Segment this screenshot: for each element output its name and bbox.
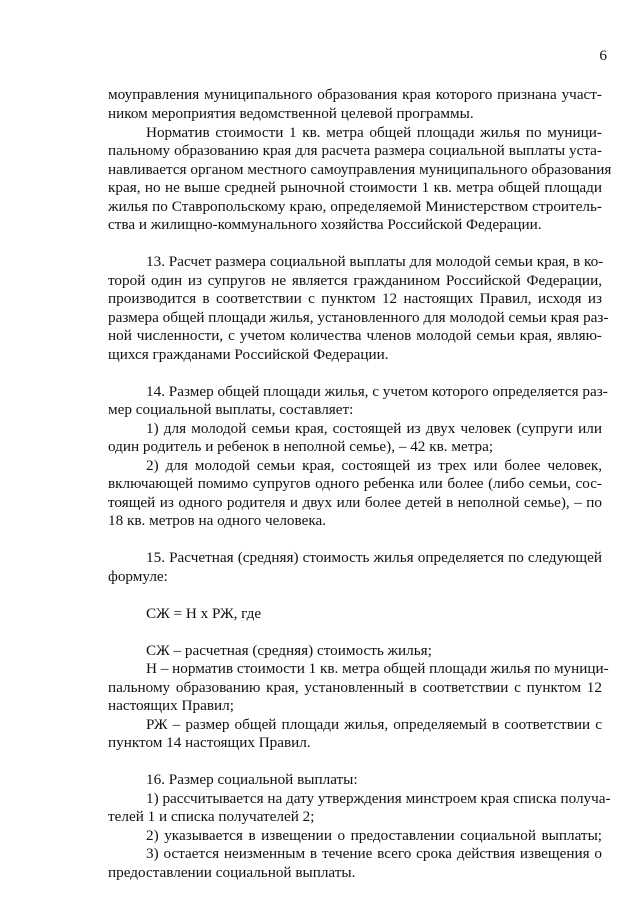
text-line: один родитель и ребенок в неполной семье), – 42 кв. метра; — [108, 438, 494, 455]
text-line: пальному образованию края, установленный в соответствии с пунктом 12 — [108, 679, 602, 696]
text-line: щихся гражданами Российской Федерации. — [108, 346, 389, 363]
text-line: 3) остается неизменным в течение всего срока действия извещения о — [146, 845, 602, 862]
text-line: 18 кв. метров на одного человека. — [108, 512, 327, 529]
text-line: Норматив стоимости 1 кв. метра общей площади жилья по муници- — [146, 124, 602, 141]
text-line: 15. Расчетная (средняя) стоимость жилья определяется по следующей — [146, 549, 602, 566]
text-line: мер социальной выплаты, составляет: — [108, 401, 354, 418]
text-line: 1) для молодой семьи края, состоящей из двух человек (супруги или — [146, 420, 602, 437]
text-line: моуправления муниципального образования края которого признана участ- — [108, 86, 602, 103]
text-line: навливается органом местного самоуправления муниципального образования — [108, 161, 612, 178]
text-line: ной численности, с учетом количества членов молодой семьи края, являю- — [108, 327, 602, 344]
text-line: формуле: — [108, 568, 168, 585]
formula-line: СЖ = Н х РЖ, где — [146, 605, 262, 622]
text-line: телей 1 и списка получателей 2; — [108, 808, 315, 825]
text-line: пунктом 14 настоящих Правил. — [108, 734, 311, 751]
text-line: РЖ – размер общей площади жилья, определяемый в соответствии с — [146, 716, 602, 733]
text-line: пальному образованию края для расчета размера социальной выплаты уста- — [108, 142, 602, 159]
text-line: ником мероприятия ведомственной целевой программы. — [108, 105, 474, 122]
text-line: 16. Размер социальной выплаты: — [146, 771, 358, 788]
text-line: тоящей из одного родителя и двух или более детей в неполной семье), – по — [108, 494, 602, 511]
text-line: настоящих Правил; — [108, 697, 234, 714]
text-line: предоставлении социальной выплаты. — [108, 864, 356, 881]
text-line: 1) рассчитывается на дату утверждения минстроем края списка получа- — [146, 790, 611, 807]
text-line: размера общей площади жилья, установленного для молодой семьи края раз- — [108, 309, 609, 326]
text-line: жилья по Ставропольскому краю, определяемой Министерством строитель- — [108, 198, 602, 215]
page-number: 6 — [599, 47, 607, 64]
text-line: 2) для молодой семьи края, состоящей из трех или более человек, — [146, 457, 602, 474]
text-line: СЖ – расчетная (средняя) стоимость жилья; — [146, 642, 432, 659]
text-line: края, но не выше средней рыночной стоимости 1 кв. метра общей площади — [108, 179, 602, 196]
text-line: 14. Размер общей площади жилья, с учетом которого определяется раз- — [146, 383, 608, 400]
text-line: 2) указывается в извещении о предоставлении социальной выплаты; — [146, 827, 602, 844]
text-line: производится в соответствии с пунктом 12 настоящих Правил, исходя из — [108, 290, 602, 307]
text-line: торой один из супругов не является гражданином Российской Федерации, — [108, 272, 602, 289]
text-line: Н – норматив стоимости 1 кв. метра общей площади жилья по муници- — [146, 660, 609, 677]
text-line: ства и жилищно-коммунального хозяйства Российской Федерации. — [108, 216, 542, 233]
text-line: 13. Расчет размера социальной выплаты для молодой семьи края, в ко- — [146, 253, 604, 270]
text-line: включающей помимо супругов одного ребенка или более (либо семьи, сос- — [108, 475, 602, 492]
